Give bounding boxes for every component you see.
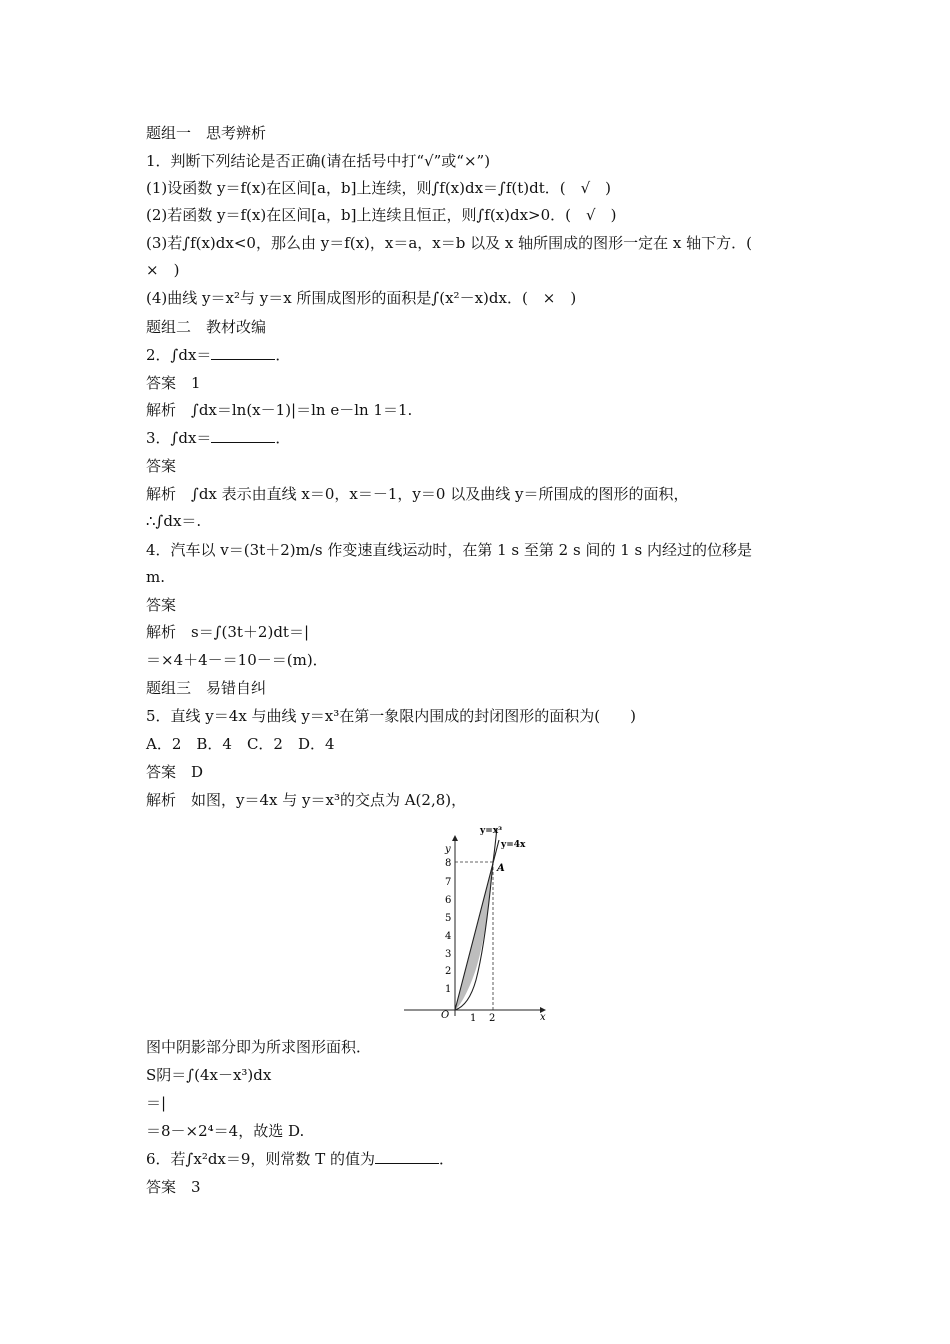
analysis-4-result: ＝×4＋4－＝10－＝(m)． <box>146 651 328 669</box>
origin-label: O <box>441 1010 450 1021</box>
curve1-label: y=x³ <box>480 826 503 836</box>
analysis-3: 解析 ∫dx 表示由直线 x＝0，x＝－1，y＝0 以及曲线 y＝所围成的图形的面积， <box>146 485 689 503</box>
area-step-1: ＝| <box>146 1094 167 1112</box>
question-3: 3．∫dx＝ ． <box>146 429 291 447</box>
question-5-options: A．2 B．4 C．2 D．4 <box>146 735 335 753</box>
area-integral: S阴＝∫(4x－x³)dx <box>146 1066 272 1084</box>
x-axis-label: x <box>540 1012 546 1022</box>
section-heading-3: 题组三 易错自纠 <box>146 679 267 697</box>
y-tick-label: 8 <box>445 858 452 869</box>
y-tick-label: 3 <box>445 949 452 960</box>
analysis-5: 解析 如图，y＝4x 与 y＝x³的交点为 A(2,8)， <box>146 791 467 809</box>
y-tick-label: 1 <box>445 984 452 995</box>
analysis-3-result: ∴∫dx＝. <box>146 512 202 530</box>
statement-2: (2)若函数 y＝f(x)在区间[a，b]上连续且恒正，则∫f(x)dx>0．( √ ) <box>146 206 617 224</box>
statement-4: (4)曲线 y＝x²与 y＝x 所围成图形的面积是∫(x²－x)dx．( × ) <box>146 289 577 307</box>
y-tick-label: 4 <box>445 931 452 942</box>
answer-3: 答案 <box>146 457 177 475</box>
question-2: 2．∫dx＝ ． <box>146 346 291 364</box>
question-1-prompt: 1．判断下列结论是否正确(请在括号中打“√”或“×”) <box>146 152 491 170</box>
question-5: 5．直线 y＝4x 与曲线 y＝x³在第一象限内围成的封闭图形的面积为( ) <box>146 707 636 725</box>
answer-blank <box>211 428 275 443</box>
statement-3: (3)若∫f(x)dx<0，那么由 y＝f(x)，x＝a，x＝b 以及 x 轴所围成的图形一定在 x 轴下方．( <box>146 234 752 252</box>
y-tick-label: 6 <box>445 895 452 906</box>
y-tick-label: 5 <box>445 913 452 924</box>
section-heading-1: 题组一 思考辨析 <box>146 124 267 142</box>
y-tick-label: 7 <box>445 877 452 888</box>
analysis-2: 解析 ∫dx＝ln(x－1)|＝ln e－ln 1＝1. <box>146 401 413 419</box>
figure-caption: 图中阴影部分即为所求图形面积． <box>146 1038 372 1056</box>
point-a-label: A <box>497 863 505 874</box>
question-4-unit: m. <box>146 568 165 586</box>
question-4: 4．汽车以 v＝(3t＋2)m/s 作变速直线运动时，在第 1 s 至第 2 s 间的 1 s 内经过的位移是 <box>146 541 752 559</box>
x-tick-label: 1 <box>470 1013 477 1022</box>
area-figure <box>398 822 554 1022</box>
answer-4: 答案 <box>146 596 177 614</box>
answer-2: 答案 1 <box>146 374 201 392</box>
curve2-label: y=4x <box>501 840 526 850</box>
analysis-4: 解析 s＝∫(3t＋2)dt＝| <box>146 623 310 641</box>
answer-5: 答案 D <box>146 763 204 781</box>
question-6: 6．若∫x²dx＝9，则常数 T 的值为 ． <box>146 1150 454 1168</box>
statement-3-answer: × ) <box>146 261 180 279</box>
y-axis-label: y <box>445 844 451 855</box>
section-heading-2: 题组二 教材改编 <box>146 318 267 336</box>
answer-6: 答案 3 <box>146 1178 201 1196</box>
answer-blank <box>211 345 275 360</box>
statement-1: (1)设函数 y＝f(x)在区间[a，b]上连续，则∫f(x)dx＝∫f(t)dt．( √ ) <box>146 179 612 197</box>
area-step-2: ＝8－×2⁴＝4，故选 D. <box>146 1122 305 1140</box>
y-tick-label: 2 <box>445 966 452 977</box>
x-tick-label: 2 <box>489 1013 496 1022</box>
area-graph <box>398 822 554 1022</box>
answer-blank <box>375 1149 439 1164</box>
curve-y-x3 <box>455 828 497 1010</box>
